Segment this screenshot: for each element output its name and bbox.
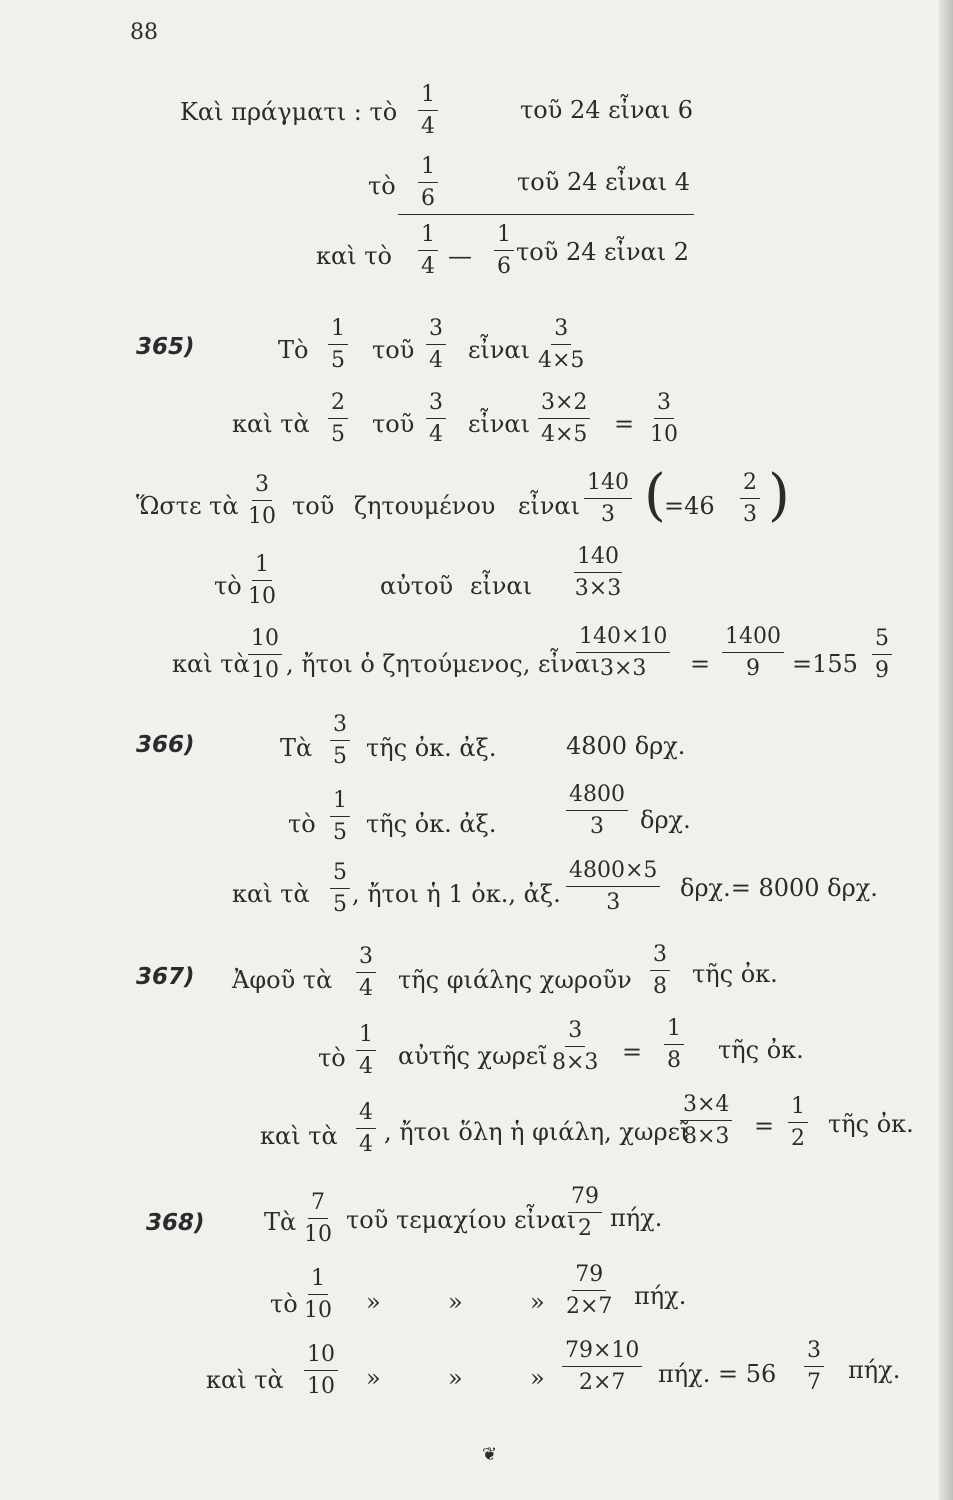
intro-line1-prefix: Καὶ πράγματι : τὸ [180,98,398,126]
fraction [330,862,350,916]
text: Τὰ [280,734,313,762]
numerator: 3 [650,944,670,971]
page-number: 88 [130,20,158,45]
denominator: 4 [359,1054,373,1079]
fraction [804,1340,824,1394]
text: Ἀφοῦ τὰ [232,966,333,994]
problem-label: 368) [146,1210,205,1236]
fraction [304,1268,332,1322]
numerator: 4800×5 [566,860,660,887]
minus-sign: — [448,242,472,270]
intro-line3-prefix: καὶ τὸ [316,242,392,270]
numerator: 10 [304,1344,338,1371]
denominator: 10 [307,1374,335,1399]
fraction [248,554,276,608]
denominator: 8 [653,974,667,999]
text: τοῦ [372,410,415,438]
numerator: 5 [330,862,350,889]
denominator: 4×5 [541,422,588,447]
numerator: 7 [308,1192,328,1219]
text: τῆς ὀκ. ἀξ. [366,810,497,838]
text: τοῦ τεμαχίου εἶναι [346,1206,577,1234]
denominator: 9 [875,658,889,683]
fraction [304,1344,338,1398]
numerator: 140×10 [576,626,670,653]
numerator: 3 [330,714,350,741]
ditto-mark: » [530,1288,545,1316]
intro-line2-suffix: τοῦ 24 εἶναι 4 [517,168,691,196]
fraction [566,1264,612,1318]
denominator: 5 [333,892,347,917]
numerator: 1 [252,554,272,581]
text: πήχ. [634,1282,687,1310]
numerator: 3 [654,392,674,419]
denominator: 10 [304,1298,332,1323]
fraction [418,224,438,278]
fraction [722,626,784,680]
numerator: 1 [788,1096,808,1123]
numerator: 3 [356,946,376,973]
text: τῆς ὀκ. [718,1036,804,1064]
fraction [584,472,632,526]
denominator: 10 [304,1222,332,1247]
denominator: 3 [601,502,615,527]
text: καὶ τὰ [232,880,310,908]
text: πήχ. [848,1356,901,1384]
text: δρχ.= 8000 δρχ. [680,874,878,902]
fraction [248,474,276,528]
close-parenthesis: ) [768,463,790,528]
text: αὐτοῦ [380,572,454,600]
numerator: 1400 [722,626,784,653]
fraction [330,714,350,768]
denominator: 2 [578,1216,592,1241]
numerator: 5 [872,628,892,655]
open-parenthesis: ( [644,463,666,528]
text: τὸ [318,1044,346,1072]
fraction [248,628,282,682]
text: 4800 δρχ. [566,732,686,760]
denominator: 10 [251,658,279,683]
numerator: 3 [551,318,571,345]
numerator: 79×10 [562,1340,642,1367]
fraction [680,1094,732,1148]
text: δρχ. [640,806,691,834]
numerator: 1 [328,318,348,345]
fraction [418,156,438,210]
denominator: 8×3 [683,1124,730,1149]
numerator: 10 [248,628,282,655]
fraction [356,946,376,1000]
text: , ἤτοι ὅλη ἡ φιάλη, χωρεῖ [384,1118,690,1146]
equals-whole: =155 [792,650,858,678]
numerator: 4 [356,1102,376,1129]
ditto-mark: » [366,1364,381,1392]
intro-line1-suffix: τοῦ 24 εἶναι 6 [520,96,694,124]
subtraction-rule [398,214,694,215]
denominator: 5 [331,422,345,447]
denominator: 2×7 [566,1294,613,1319]
denominator: 10 [248,504,276,529]
fraction [426,392,446,446]
numerator: 3 [804,1340,824,1367]
text: τοῦ [292,492,335,520]
text: πήχ. [610,1204,663,1232]
numerator: 140 [584,472,632,499]
denominator: 4 [421,254,435,279]
denominator: 2 [791,1126,805,1151]
denominator: 10 [650,422,678,447]
fraction [328,318,348,372]
text: πήχ. = 56 [658,1360,777,1388]
denominator: 4 [429,348,443,373]
denominator: 4 [421,114,435,139]
numerator: 1 [330,790,350,817]
denominator: 3×3 [599,656,647,681]
text: εἶναι [470,572,533,600]
text: τῆς ὀκ. [828,1110,914,1138]
fraction [328,392,348,446]
numerator: 1 [418,156,438,183]
fraction [568,1186,602,1240]
numerator: 79 [572,1264,606,1291]
denominator: 6 [497,254,511,279]
fraction [872,628,892,682]
ditto-mark: » [448,1288,463,1316]
denominator: 4 [429,422,443,447]
fraction [552,1020,598,1074]
text: τὸ [288,810,316,838]
fraction [566,784,628,838]
text: εἶναι [518,492,581,520]
denominator: 3×3 [574,576,622,601]
fraction [650,392,678,446]
ditto-mark: » [448,1364,463,1392]
numerator: 1 [494,224,514,251]
ditto-mark: » [530,1364,545,1392]
text: Τὰ [264,1208,297,1236]
problem-label: 367) [136,964,195,990]
text: καὶ τὰ [232,410,310,438]
fraction [576,626,670,680]
denominator: 3 [590,814,604,839]
fraction [356,1102,376,1156]
problem-label: 365) [136,334,195,360]
numerator: 1 [356,1024,376,1051]
intro-line2-prefix: τὸ [368,172,396,200]
denominator: 5 [333,744,347,769]
text: καὶ τὰ [172,650,250,678]
problem-label: 366) [136,732,195,758]
equals-sign: = [622,1038,643,1066]
fraction [494,224,514,278]
equals-sign: = [690,650,711,678]
fraction [418,84,438,138]
fraction [574,546,622,600]
text: , ἤτοι ἡ 1 ὀκ., ἀξ. [352,880,561,908]
denominator: 8 [667,1048,681,1073]
fraction [426,318,446,372]
text: Τὸ [278,336,309,364]
denominator: 4 [359,1132,373,1157]
numerator: 140 [574,546,622,573]
numerator: 4800 [566,784,628,811]
denominator: 9 [746,656,760,681]
denominator: 4 [359,976,373,1001]
text: εἶναι [468,410,531,438]
fraction [566,860,660,914]
text: καὶ τὰ [206,1366,284,1394]
numerator: 1 [664,1018,684,1045]
text: τὸ [214,572,242,600]
numerator: 1 [308,1268,328,1295]
text: τῆς φιάλης χωροῦν [398,966,632,994]
text: τῆς ὀκ. [692,960,778,988]
fraction [562,1340,642,1394]
text: καὶ τὰ [260,1122,338,1150]
denominator: 7 [807,1370,821,1395]
denominator: 3 [606,890,621,915]
numerator: 2 [328,392,348,419]
text: εἶναι [468,336,531,364]
denominator: 6 [421,186,435,211]
numerator: 3 [565,1020,585,1047]
text: ζητουμένου [354,492,496,520]
denominator: 10 [248,584,276,609]
numerator: 3×2 [538,392,590,419]
fraction [788,1096,808,1150]
text: Ὥστε τὰ [136,492,239,520]
text: , ἤτοι ὁ ζητούμενος, εἶναι [286,650,601,678]
equals-whole: =46 [664,492,715,520]
denominator: 5 [333,820,347,845]
text: τὸ [270,1290,298,1318]
fraction [664,1018,684,1072]
fraction [538,392,590,446]
fraction [740,472,760,526]
page-edge [939,0,953,1500]
ornament-icon: ❦ [482,1444,498,1465]
numerator: 1 [418,84,438,111]
denominator: 8×3 [552,1050,599,1075]
ditto-mark: » [366,1288,381,1316]
denominator: 5 [331,348,345,373]
fraction [538,318,584,372]
numerator: 3×4 [680,1094,732,1121]
numerator: 1 [418,224,438,251]
text: τῆς ὀκ. ἀξ. [366,734,497,762]
fraction [304,1192,332,1246]
equals-sign: = [754,1112,775,1140]
numerator: 2 [740,472,760,499]
denominator: 2×7 [578,1370,626,1395]
text: αὐτῆς χωρεῖ [398,1042,548,1070]
intro-line3-suffix: τοῦ 24 εἶναι 2 [516,238,690,266]
numerator: 3 [426,318,446,345]
numerator: 3 [426,392,446,419]
fraction [330,790,350,844]
equals-sign: = [614,410,635,438]
numerator: 3 [252,474,272,501]
numerator: 79 [568,1186,602,1213]
denominator: 3 [743,502,757,527]
fraction [356,1024,376,1078]
text: τοῦ [372,336,415,364]
denominator: 4×5 [538,348,585,373]
fraction [650,944,670,998]
